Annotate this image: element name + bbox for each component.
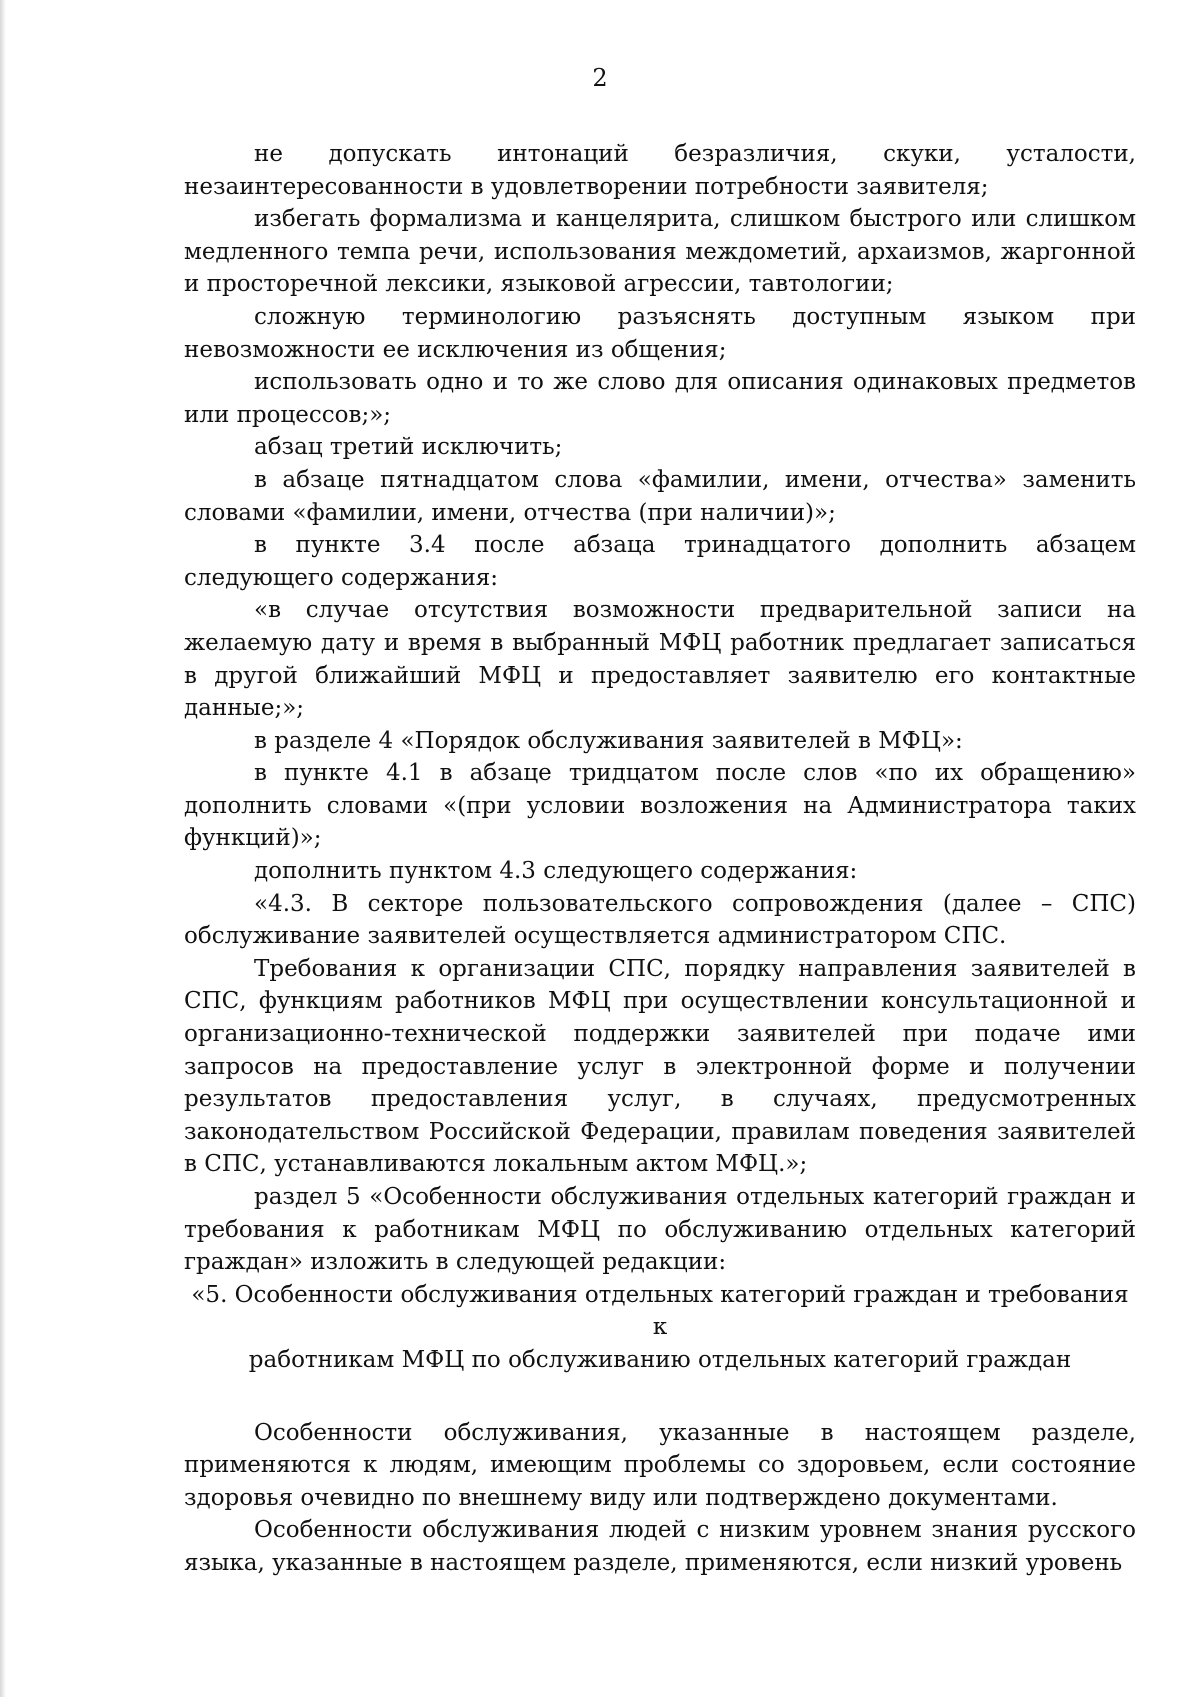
paragraph: в пункте 3.4 после абзаца тринадцатого дополнить абзацем следующего содержания: [184, 532, 1136, 591]
paragraph: «в случае отсутствия возможности предварительной записи на желаемую дату и время в выбранный МФЦ работник предлагает записаться в другой ближайший МФЦ и предоставляет заявителю его контактные данные;»; [184, 597, 1136, 722]
paragraph: использовать одно и то же слово для описания одинаковых предметов или процессов;»; [184, 369, 1136, 428]
paragraph: в абзаце пятнадцатом слова «фамилии, имени, отчества» заменить словами «фамилии, имени, отчества (при наличии)»; [184, 466, 1136, 526]
paragraph: Особенности обслуживания, указанные в настоящем разделе, применяются к людям, имеющим проблемы со здоровьем, если состояние здоровья очевидно по внешнему виду или подтверждено документами. [184, 1419, 1136, 1511]
paragraph: Особенности обслуживания людей с низким уровнем знания русского языка, указанные в настоящем разделе, применяются, если низкий уровень [184, 1517, 1136, 1576]
paragraph: в разделе 4 «Порядок обслуживания заявителей в МФЦ»: [254, 727, 963, 754]
paragraph: не допускать интонаций безразличия, скуки, усталости, незаинтересованности в удовлетворении потребности заявителя; [184, 141, 1136, 200]
paragraph: Требования к организации СПС, порядку направления заявителей в СПС, функциям работников МФЦ при осуществлении консультационной и организационно-технической поддержки заявителей при подаче ими запросов на предоставление услуг в электронной форме и получении результатов предоставления услуг, в случаях, предусмотренных законодательством Российской Федерации, правилам поведения заявителей в СПС, устанавливаются локальным актом МФЦ.»; [184, 955, 1136, 1178]
paragraph: «4.3. В секторе пользовательского сопровождения (далее – СПС) обслуживание заявителей осуществляется администратором СПС. [184, 890, 1136, 950]
section-heading-line: работникам МФЦ по обслуживанию отдельных категорий граждан [248, 1346, 1072, 1373]
section-heading-line: «5. Особенности обслуживания отдельных категорий граждан и требования к [191, 1281, 1129, 1341]
document-body [184, 138, 1136, 1580]
paragraph: дополнить пунктом 4.3 следующего содержания: [254, 858, 858, 885]
paragraph: раздел 5 «Особенности обслуживания отдельных категорий граждан и требования к работникам МФЦ по обслуживанию отдельных категорий граждан» изложить в следующей редакции: [184, 1184, 1136, 1276]
paragraph: сложную терминологию разъяснять доступным языком при невозможности ее исключения из общения; [184, 303, 1136, 363]
page-number: 2 [592, 64, 608, 92]
paragraph: избегать формализма и канцелярита, слишком быстрого или слишком медленного темпа речи, использования междометий, архаизмов, жаргонной и просторечной лексики, языковой агрессии, тавтологии; [184, 206, 1136, 298]
section-heading [184, 1279, 1136, 1377]
spacer [184, 1377, 1136, 1417]
paragraph: в пункте 4.1 в абзаце тридцатом после слов «по их обращению» дополнить словами «(при условии возложения на Администратора таких функций)»; [184, 760, 1136, 852]
paragraph: абзац третий исключить; [254, 434, 563, 461]
scan-edge [0, 0, 6, 1697]
